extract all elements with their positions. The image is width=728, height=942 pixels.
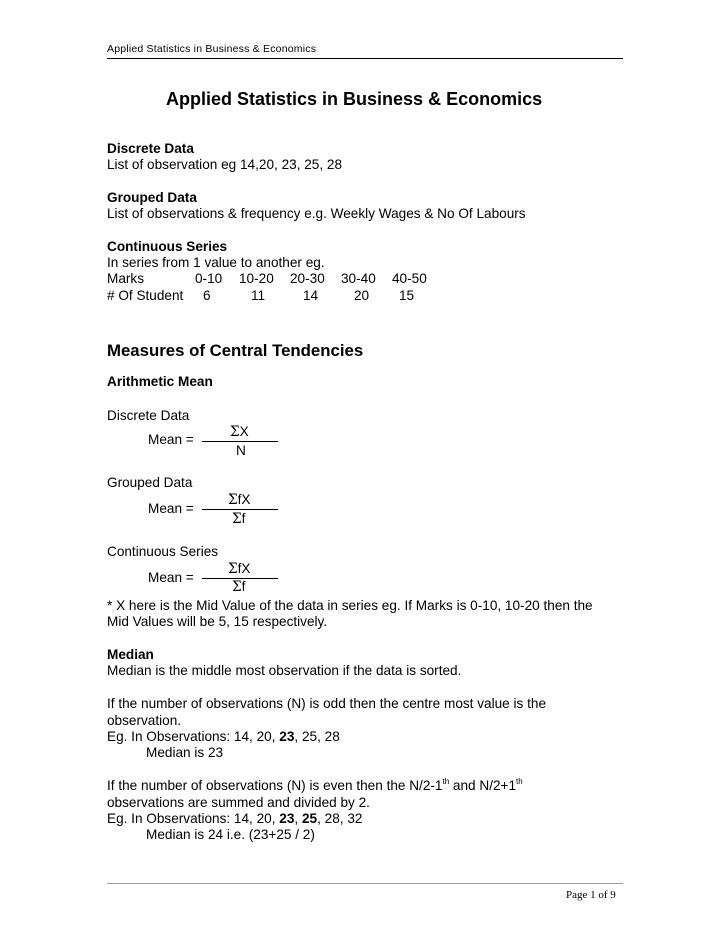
median-even-text: If the number of observations (N) is even then the N/2-1th and N/2+1th (107, 777, 523, 793)
series-table (107, 271, 467, 305)
table-cell: 6 (203, 288, 211, 303)
sigma-symbol: Σ (232, 579, 242, 595)
formula-numerator: ΣfX (228, 492, 251, 508)
mean-label: Mean = (148, 570, 194, 585)
formula-numerator: ΣX (230, 424, 249, 440)
table-cell: 20 (354, 288, 370, 303)
sigma-symbol: Σ (232, 511, 242, 527)
page-number: Page 1 of 9 (566, 889, 616, 901)
mean-continuous-label: Continuous Series (107, 544, 219, 559)
median-odd-example: Eg. In Observations: 14, 20, 23, 25, 28 (107, 729, 340, 744)
mid-value-note: Mid Values will be 5, 15 respectively. (107, 614, 328, 629)
discrete-heading: Discrete Data (107, 141, 194, 156)
mean-grouped-label: Grouped Data (107, 475, 193, 490)
median-odd-text: observation. (107, 713, 182, 728)
grouped-text: List of observations & frequency e.g. Weekly Wages & No Of Labours (107, 206, 526, 221)
continuous-heading: Continuous Series (107, 239, 228, 254)
fraction-bar (202, 509, 278, 510)
footer-rule (107, 883, 623, 884)
mean-label: Mean = (148, 501, 194, 516)
continuous-text: In series from 1 value to another eg. (107, 255, 325, 270)
table-cell: 15 (399, 288, 415, 303)
formula-denominator: Σf (232, 579, 246, 595)
running-header: Applied Statistics in Business & Economics (107, 43, 317, 55)
table-cell: 30-40 (341, 271, 376, 286)
discrete-text: List of observation eg 14,20, 23, 25, 28 (107, 157, 343, 172)
median-even-result: Median is 24 i.e. (23+25 / 2) (146, 827, 315, 842)
sigma-symbol: Σ (228, 492, 238, 508)
median-odd-result: Median is 23 (146, 745, 224, 760)
measures-heading: Measures of Central Tendencies (107, 341, 364, 360)
median-even-example: Eg. In Observations: 14, 20, 23, 25, 28, 32 (107, 811, 363, 826)
arithmetic-mean-heading: Arithmetic Mean (107, 374, 213, 389)
median-definition: Median is the middle most observation if the data is sorted. (107, 663, 462, 678)
formula-denominator: N (236, 443, 246, 458)
table-cell: 20-30 (290, 271, 325, 286)
formula-denominator: Σf (232, 511, 246, 527)
median-even-text: observations are summed and divided by 2. (107, 795, 370, 810)
mid-value-note: * X here is the Mid Value of the data in series eg. If Marks is 0-10, 10-20 then the (107, 598, 593, 613)
table-cell: 10-20 (239, 271, 274, 286)
table-cell: 40-50 (392, 271, 427, 286)
table-row-label: # Of Student (107, 288, 184, 303)
sigma-symbol: Σ (230, 424, 240, 440)
header-rule (107, 58, 623, 59)
fraction-bar (202, 441, 278, 442)
table-row-label: Marks (107, 271, 145, 286)
mean-label: Mean = (148, 432, 194, 447)
sigma-symbol: Σ (228, 561, 238, 577)
table-cell: 11 (251, 288, 266, 303)
mean-discrete-label: Discrete Data (107, 408, 190, 423)
median-heading: Median (107, 647, 154, 662)
table-cell: 14 (303, 288, 319, 303)
grouped-heading: Grouped Data (107, 190, 197, 205)
document-title: Applied Statistics in Business & Economics (166, 89, 543, 109)
formula-numerator: ΣfX (228, 561, 251, 577)
median-odd-text: If the number of observations (N) is odd then the centre most value is the (107, 696, 547, 711)
table-cell: 0-10 (195, 271, 223, 286)
